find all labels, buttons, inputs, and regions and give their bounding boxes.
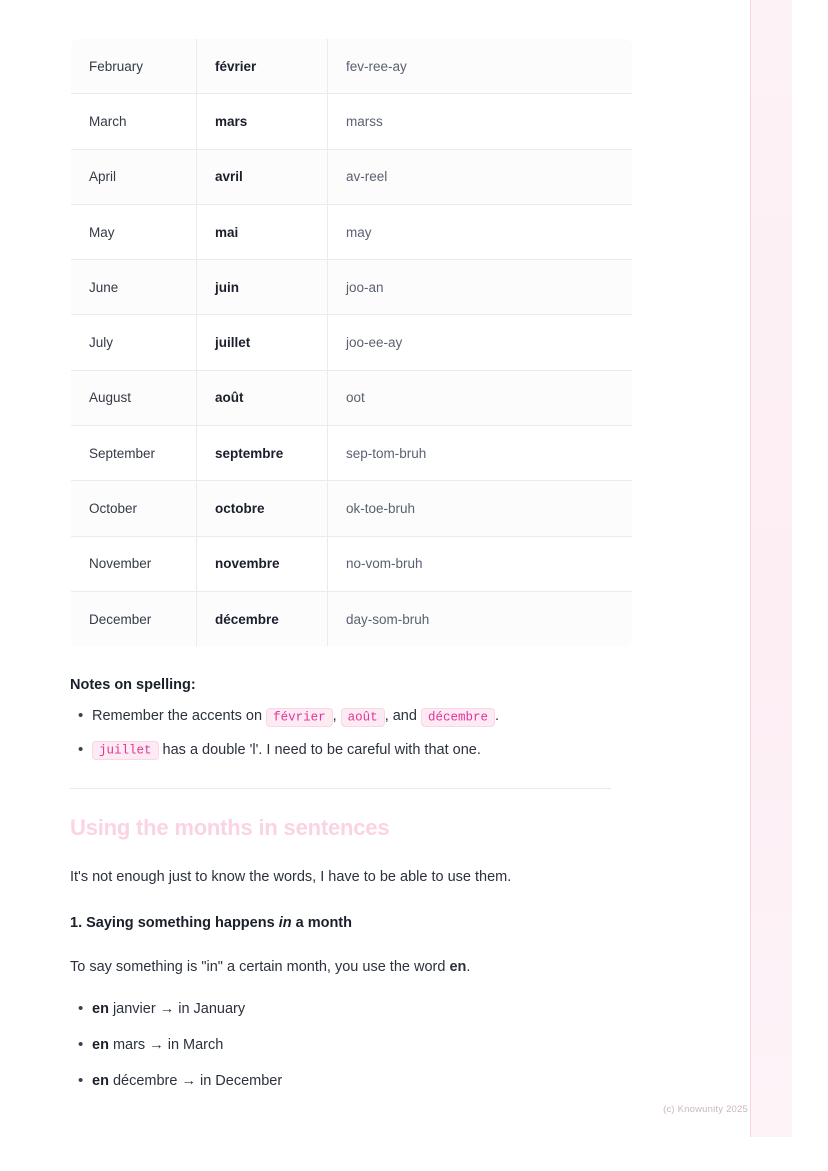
cell-french: août <box>197 370 328 425</box>
cell-pronunciation: joo-an <box>328 260 633 315</box>
cell-english: May <box>71 204 197 259</box>
subsection-prefix: 1. Saying something happens <box>70 914 279 931</box>
cell-pronunciation: sep-tom-bruh <box>328 426 633 481</box>
cell-pronunciation: joo-ee-ay <box>328 315 633 370</box>
cell-french: juin <box>197 260 328 315</box>
cell-pronunciation: day-som-bruh <box>328 591 633 646</box>
example-keyword: en <box>92 1037 109 1053</box>
table-row <box>71 426 633 481</box>
cell-english: October <box>71 481 197 536</box>
cell-english: February <box>71 39 197 94</box>
table-row <box>71 370 633 425</box>
list-item <box>92 999 635 1019</box>
table-row <box>71 94 633 149</box>
cell-pronunciation: av-reel <box>328 149 633 204</box>
note-lead-text: Remember the accents on <box>92 708 263 725</box>
code-aout: août <box>341 708 385 727</box>
example-keyword: en <box>92 1000 109 1017</box>
cell-french: octobre <box>197 481 328 536</box>
cell-english: August <box>71 370 197 425</box>
rule-keyword: en <box>449 958 467 975</box>
cell-french: février <box>197 39 328 94</box>
cell-english: June <box>71 260 197 315</box>
code-juillet: juillet <box>92 741 159 760</box>
cell-pronunciation: marss <box>328 94 633 149</box>
cell-french: mai <box>197 204 328 259</box>
subsection-heading <box>70 915 635 931</box>
note-text: has a double 'l'. I need to be careful with that one. <box>162 741 481 758</box>
example-text: mars → in March <box>108 1037 224 1053</box>
rule-suffix: . <box>466 958 471 975</box>
table-row <box>71 39 633 94</box>
section-intro: It's not enough just to know the words, I have to be able to use them. <box>70 869 512 886</box>
subsection-italic-word: in <box>278 914 292 931</box>
months-table-body <box>71 39 633 647</box>
cell-french: avril <box>197 149 328 204</box>
table-row <box>71 149 633 204</box>
table-row <box>71 260 633 315</box>
list-item <box>92 705 635 727</box>
months-table <box>70 38 633 647</box>
notes-list <box>70 705 635 761</box>
table-row <box>71 204 633 259</box>
cell-pronunciation: fev-ree-ay <box>328 39 633 94</box>
cell-english: November <box>71 536 197 591</box>
example-text: décembre → in December <box>108 1073 283 1090</box>
cell-english: December <box>71 591 197 646</box>
cell-french: septembre <box>197 426 328 481</box>
cell-french: décembre <box>197 591 328 646</box>
cell-french: juillet <box>197 315 328 370</box>
cell-pronunciation: no-vom-bruh <box>328 536 633 591</box>
cell-english: September <box>71 426 197 481</box>
rule-prefix: To say something is "in" a certain month, you use the word <box>70 958 450 975</box>
example-text: janvier → in January <box>108 1000 246 1017</box>
subsection-suffix: a month <box>291 914 352 931</box>
list-item <box>92 739 635 761</box>
cell-english: July <box>71 315 197 370</box>
cell-pronunciation: ok-toe-bruh <box>328 481 633 536</box>
note-end-punctuation: . <box>494 708 500 725</box>
decorative-side-strip <box>750 0 792 1137</box>
cell-french: novembre <box>197 536 328 591</box>
code-decembre: décembre <box>421 708 495 727</box>
cell-english: March <box>71 94 197 149</box>
copyright-note: (c) Knowunity 2025 <box>663 1104 748 1115</box>
list-item <box>92 1035 635 1055</box>
cell-pronunciation: oot <box>328 370 633 425</box>
cell-pronunciation: may <box>328 204 633 259</box>
example-keyword: en <box>92 1073 109 1090</box>
rule-paragraph <box>70 957 635 979</box>
examples-list <box>70 999 635 1092</box>
table-row <box>71 481 633 536</box>
notes-heading: Notes on spelling: <box>70 677 196 694</box>
document-page <box>70 0 635 1108</box>
section-divider <box>70 788 611 789</box>
table-row <box>71 591 633 646</box>
list-item <box>92 1071 635 1091</box>
cell-english: April <box>71 149 197 204</box>
section-heading: Using the months in sentences <box>70 815 390 841</box>
table-row <box>71 536 633 591</box>
code-fevrier: février <box>266 708 333 727</box>
cell-french: mars <box>197 94 328 149</box>
table-row <box>71 315 633 370</box>
note-separator-1: , <box>332 708 337 725</box>
note-separator-2: , and <box>384 708 417 725</box>
